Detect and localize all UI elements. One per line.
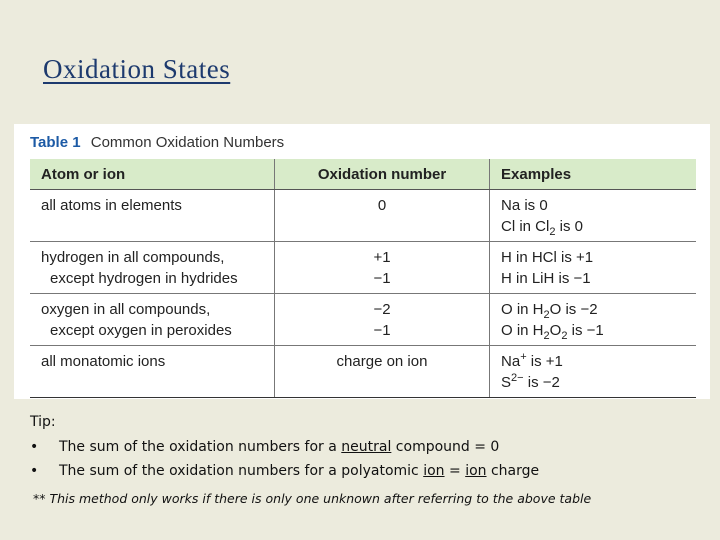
header-examples: Examples [490, 159, 697, 190]
header-atom-or-ion: Atom or ion [30, 159, 275, 190]
table-number: Table 1 [30, 134, 81, 151]
table-row [30, 242, 696, 294]
table-row [30, 294, 696, 346]
tip-bullet-text: The sum of the oxidation numbers for a neutral compound = 0 [59, 439, 500, 455]
table-header-row [30, 159, 696, 190]
oxidation-numbers-table [30, 159, 696, 398]
oxidation-value: −1 [373, 322, 391, 339]
atom-exception-text: except hydrogen in hydrides [50, 270, 238, 287]
atom-cell [30, 190, 275, 242]
example-text: H in LiH is −1 [501, 270, 591, 287]
example-text: O in $H_2O$ is −2 [501, 301, 598, 321]
method-note: ** This method only works if there is only one unknown after referring to the above table [33, 491, 592, 506]
atom-cell [30, 346, 275, 398]
oxidation-value: 0 [377, 197, 387, 214]
tip-bullet-text: The sum of the oxidation numbers for a polyatomic ion = ion charge [59, 463, 540, 479]
tip-bullet [30, 439, 539, 455]
oxidation-table-panel [14, 124, 710, 399]
atom-text: all atoms in elements [41, 197, 182, 214]
example-text: Cl in $Cl_2$ is 0 [501, 218, 583, 238]
bullet-dot: • [30, 439, 39, 455]
example-text: O in $H_2O_2$ is −1 [501, 322, 604, 342]
example-text: Na is 0 [501, 197, 548, 214]
atom-text: hydrogen in all compounds, [41, 249, 225, 266]
tip-label: Tip: [30, 414, 56, 430]
atom-cell [30, 242, 275, 294]
slide-title: Oxidation States [43, 54, 231, 84]
atom-exception-text: except oxygen in peroxides [50, 322, 232, 339]
examples-cell [490, 190, 697, 242]
oxidation-value: +1 [373, 249, 391, 266]
atom-text: all monatomic ions [41, 353, 166, 370]
header-oxidation-number: Oxidation number [275, 159, 490, 190]
oxidation-value: −2 [373, 301, 391, 318]
oxidation-value: charge on ion [336, 353, 428, 370]
tip-section [30, 414, 539, 487]
atom-text: oxygen in all compounds, [41, 301, 211, 318]
oxidation-cell [275, 190, 490, 242]
example-text: $S^{2-}$ is −2 [501, 372, 560, 391]
table-caption-text: Common Oxidation Numbers [90, 134, 285, 151]
atom-cell [30, 294, 275, 346]
example-text: H in HCl is +1 [501, 249, 594, 266]
oxidation-cell [275, 346, 490, 398]
oxidation-value: −1 [373, 270, 391, 287]
oxidation-cell [275, 294, 490, 346]
table-row [30, 346, 696, 398]
examples-cell [490, 242, 697, 294]
examples-cell [490, 346, 697, 398]
oxidation-cell [275, 242, 490, 294]
example-text: Na+ is +1 [501, 351, 563, 370]
tip-bullet [30, 463, 539, 479]
table-caption [30, 134, 284, 151]
bullet-dot: • [30, 463, 39, 479]
table-row [30, 190, 696, 242]
examples-cell [490, 294, 697, 346]
